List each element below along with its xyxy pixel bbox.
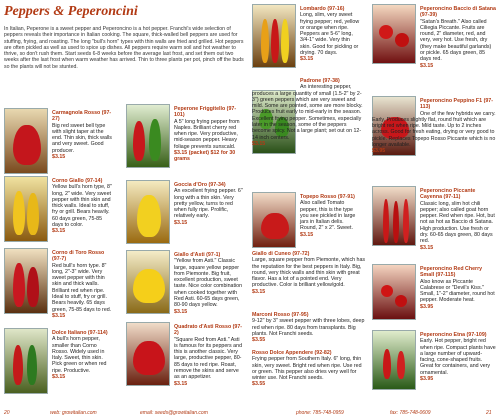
product-padrone	[252, 78, 366, 147]
product-description: A bull's horn pepper, smaller than Corno Rosso. Widely used in Italy. Sweet, thin skin. Pick green or when red ripe. Productive.	[52, 336, 107, 374]
product-name: Peperoncino Baccio di Satana (97-39)	[420, 6, 496, 19]
product-price: $3.15	[300, 231, 314, 238]
product-description: "Satan's Breath." Also called Ciliegia Piccante. Fruits are round, 2" diameter, red, and very, very hot. Use fresh, dry (they make beautiful garlands) or pickle. 65 days green, 85 days red.	[420, 18, 492, 63]
website-link[interactable]: web: growitalian.com	[50, 410, 97, 416]
product-description: Yellow bull's horn type, 8" long, 2" wide. Very sweet pepper with thin skin and thick walls. Ideal to stuff, fry or grill. Bears heavily. 60 days green, 75-85 days to color.	[52, 184, 112, 229]
product-corno-giallo	[52, 178, 114, 235]
product-name: Peperone Friggitello (97-101)	[174, 106, 237, 119]
product-description: Classic long, slim hot chili pepper; also called goat horn pepper. Red when ripe. Hot, but not as hot as Baccio di Satana. High production. Use fresh or dry. 60-65 days green, 80 days red.	[420, 200, 495, 245]
product-piccante-cayenna	[420, 188, 496, 251]
product-name: Lombardo (97-16)	[300, 6, 345, 12]
page-number-left: 20	[4, 410, 10, 416]
product-name: Corno Giallo (97-14)	[52, 178, 103, 184]
product-name: Giallo di Cuneo (97-72)	[252, 251, 310, 257]
product-description: An excellent frying pepper. 6" long with a thin skin. Very pretty yellow, turns to red when fully ripe. Prolific, relatively early.	[174, 188, 243, 220]
product-price: $3.15	[52, 228, 66, 235]
product-baccio-di-satana	[420, 6, 496, 69]
seed-packet-image	[372, 186, 416, 246]
product-peppino-f1	[372, 98, 496, 155]
product-description: A 5" long frying pepper from Naples. Brilliant cherry red when ripe. Very productive, mid-season pepper. Heavy foliage prevents sunscald.	[174, 118, 240, 150]
product-price: $3.95	[420, 376, 434, 383]
seed-packet-image	[372, 264, 416, 320]
product-price: $3.15	[52, 312, 66, 319]
product-name: Goccia d'Oro (97-34)	[174, 182, 226, 188]
product-peperone-friggitello	[174, 106, 244, 163]
seed-packet-image	[126, 180, 170, 244]
product-name: Peperoncino Etna (97-109)	[420, 332, 487, 338]
seed-packet-image	[252, 4, 296, 68]
product-price: $3.15	[174, 380, 188, 387]
product-description: Frying pepper from Southern Italy. 6" long, thin skin, very sweet. Bright red when ripe. Use red or green. This pepper also dries very well for winter use. Not Franchi seeds.	[252, 356, 362, 382]
product-name: Peperoncino Peppino F1 (97-113)	[420, 98, 493, 111]
seed-packet-image	[4, 328, 48, 394]
product-description: An interesting pepper, produces a large quantity of small (1.5-2" by 2-3") green peppers which are very sweet and mild. Some are pointed, some are more blocky. Produces fruit early to mid-early in the season. Excellent frying pepper. Sometimes, especially later in the season, some of the peppers become spicy. Not a large plant; set out on 12-14 inch centers.	[252, 84, 363, 141]
seed-packet-image	[4, 108, 48, 174]
seed-packet-image	[4, 248, 48, 314]
product-name: Peperoncino Piccante Cayenna (97-11)	[420, 188, 476, 201]
product-name: Marconi Rosso (97-95)	[252, 312, 309, 318]
product-name: Corno di Toro Rosso (97-7)	[52, 250, 105, 263]
phone-number: phone: 785-748-0959	[296, 410, 344, 416]
product-name: Giallo d'Asti (97-1)	[174, 252, 221, 258]
product-name: Rosso Dolce Appendere (92-82)	[252, 350, 332, 356]
product-etna	[420, 332, 496, 382]
intro-text: In Italian, Peperone is a sweet pepper and Peperoncino is a hot pepper. Franchi's wide selection of peppers reveals their importance in Italian cooking. The square, thick-walled bell peppers are used for stuffing, frying, and roasting. The long "bull's horn" types with thin walls are fried and grilled. Hot peppers are often pickled as well as used to spice up dishes. All peppers require warm soil and hot weather to thrive, so don't rush them. Start seeds 6-8 weeks before the average last frost, and set them out two weeks after the last frost when warm weather has arrived. Thin to three plants per pot, pinch off the buds so the plants will not be stunted.	[4, 26, 244, 70]
product-dolce-italiano	[52, 330, 114, 380]
product-price: $3.15 (packet) $12 for 30 grams	[174, 150, 236, 163]
product-price: $3.15	[52, 154, 66, 161]
product-description: Big red sweet bell type with slight taper at the end. Thin skin, thick walls and very sweet. Good producer.	[52, 122, 112, 154]
product-description: Also called Tomato pepper, this is the type you see pickled in large jars in Italian delis. Round, 2" x 2". Sweet.	[300, 200, 356, 232]
product-price: $3.15	[420, 244, 434, 251]
product-lombardo	[300, 6, 360, 63]
product-price: $3.55	[252, 381, 266, 388]
page-number-right: 21	[486, 410, 492, 416]
product-name: Padrone (97-38)	[300, 78, 340, 84]
seed-packet-image	[126, 322, 170, 386]
product-quadrato-dasti-rosso	[174, 324, 244, 387]
product-description: "Yellow from Asti." Classic large, square yellow pepper from Piemonte. Big fruit, excellent production, sweet taste. Nice color combination when cooked together with Red Asti. 60-65 days green, 80-90 days yellow.	[174, 258, 243, 309]
footer	[0, 408, 500, 418]
product-giallo-di-cuneo	[252, 251, 366, 295]
product-description: One of the few hybrids we carry. Early, Produces slightly flat, round fruit which are bright red when ripe. Mild taste. Up to 2 inches across. Good for fresh eating, drying or very good to pickle. Replaces Topepo Rosso Piccante which is no longer available.	[372, 110, 496, 149]
product-price: $3.95	[420, 303, 434, 310]
product-name: Dolce Italiano (97-114)	[52, 330, 108, 336]
product-giallo-dasti	[174, 252, 244, 315]
seed-packet-image	[252, 192, 296, 248]
product-description: Large, square pepper from Piemonte, which has the reputation for the best peppers in Italy. Big, round, very thick walls and thin skin with great flavor. Has a lot of a pointed end. Very productive. Color is brilliant yellow/gold.	[252, 257, 366, 289]
product-red-cherry-small	[420, 266, 496, 310]
product-corno-di-toro-rosso	[52, 250, 114, 319]
product-price: $3.15	[252, 140, 266, 147]
product-marconi-rosso	[252, 312, 366, 343]
product-description: "Square Red from Asti." Asti is famous for its peppers and this is another classic. Very large, productive pepper, 80-85 days to red ripe. Roast, remove the skins and serve as an appetizer.	[174, 336, 243, 381]
product-price: $3.15	[420, 62, 434, 69]
product-price: $3.15	[52, 374, 66, 381]
product-topepo-rosso	[300, 194, 362, 238]
product-name: Peperoncino Red Cherry Small (97-115)	[420, 266, 483, 279]
product-description: Red bull's horn type. 8" long, 2"-3" wide. Very sweet pepper with thin skin and thick walls. Brilliant red when ripe. Ideal to stuff, fry or grill. Bears heavily. 65 days green, 75-85 days to red.	[52, 262, 112, 313]
seed-packet-image	[372, 330, 416, 390]
product-price: $3.15	[174, 219, 188, 226]
product-description: Long, slim, very sweet frying pepper; red, yellow or orange when ripe. Peppers are 5-6" long, 3/4-1" wide. Very thin skin. Good for pickling or drying. 70 days.	[300, 12, 360, 57]
seed-packet-image	[126, 250, 170, 314]
product-description: Also know as Piccante Calabrese or "Devil's Kiss." Small, 1"-2" diameter, round hot pepper. Moderate heat.	[420, 278, 495, 304]
product-name: Carmagnola Rosso (97-27)	[52, 110, 112, 123]
seed-packet-image	[4, 176, 48, 242]
product-price: $3.15	[174, 308, 188, 315]
product-price: $3.55	[252, 337, 266, 344]
product-description: Early. Hot pepper, bright red when ripe. Compact plants have a large number of upward-facing, cone-shaped fruits. Great for containers, and very ornamental.	[420, 338, 496, 376]
product-carmagnola-rosso	[52, 110, 114, 160]
product-name: Quadrato d'Asti Rosso (97-2)	[174, 324, 243, 337]
seed-packet-image	[372, 4, 416, 64]
seed-packet-image	[126, 104, 170, 168]
fax-number: fax: 785-748-0609	[390, 410, 431, 416]
email-link[interactable]: email: seeds@growitalian.com	[140, 410, 208, 416]
product-description: 9-12" by 3" sweet pepper with three lobes, deep red when ripe. 80 days from transplants. Big plants. Not Franchi seeds.	[252, 318, 365, 337]
product-name: Topepo Rosso (97-91)	[300, 194, 355, 200]
page-title: Peppers & Peperoncini	[4, 4, 138, 19]
product-price: $3.15	[252, 288, 266, 295]
product-price: $3.15	[300, 56, 314, 63]
product-rosso-dolce-appendere	[252, 350, 366, 388]
product-goccia-doro	[174, 182, 244, 226]
product-price: $3.95	[372, 148, 386, 155]
